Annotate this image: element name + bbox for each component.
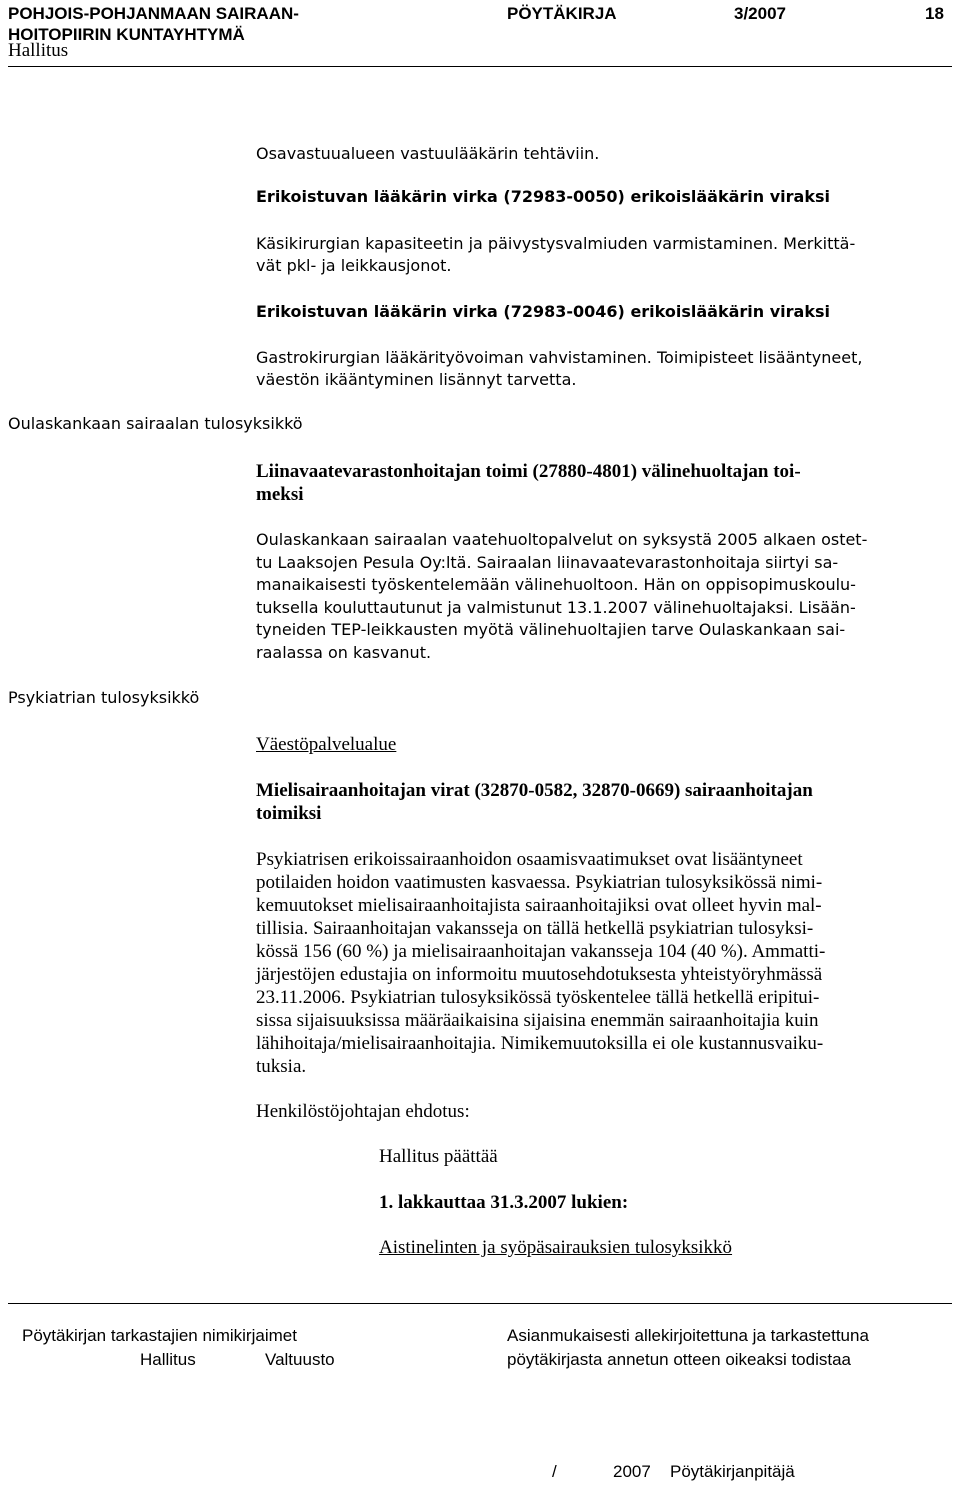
decision-intro: Hallitus päättää bbox=[379, 1146, 498, 1167]
page-number: 18 bbox=[925, 4, 944, 23]
heading-virka-0046: Erikoistuvan lääkärin virka (72983-0046) erikoislääkärin viraksi bbox=[256, 302, 830, 321]
heading-mielisairaanhoitaja: Mielisairaanhoitajan virat (32870-0582, 32870-0669) sairaanhoitajan toimiksi bbox=[256, 780, 813, 824]
document-type: PÖYTÄKIRJA bbox=[507, 4, 617, 23]
decision-unit: Aistinelinten ja syöpäsairauksien tulosyksikkö bbox=[379, 1237, 733, 1258]
footer-checker-valtuusto: Valtuusto bbox=[265, 1350, 335, 1369]
sidebar-heading-psykiatria: Psykiatrian tulosyksikkö bbox=[8, 688, 200, 707]
heading-virka-0050: Erikoistuvan lääkärin virka (72983-0050) erikoislääkärin viraksi bbox=[256, 187, 830, 206]
footer-certification-line1: Asianmukaisesti allekirjoitettuna ja tarkastettuna bbox=[507, 1326, 869, 1345]
paragraph-gastrokirurgia: Gastrokirurgian lääkärityövoiman vahvistaminen. Toimipisteet lisääntyneet, väestön ikääntyminen lisännyt tarvetta. bbox=[256, 348, 863, 389]
paragraph-psykiatria: Psykiatrisen erikoissairaanhoidon osaamisvaatimukset ovat lisääntyneet potilaiden hoidon vaatimusten kasvaessa. Psykiatrian tulosyksikössä nimi- kemuutokset mielisairaanhoitajista sairaanhoitajiksi ovat olleet hyvin mal- tillisia. Sairaanhoitajan vakansseja on tällä hetkellä psykiatrian tulosyksi- kössä 156 (60 %) ja mielisairaanhoitajan vakansseja 104 (40 %). Ammatti- järjestöjen edustajia on informoitu muutosehdotuksesta yhteistyöryhmässä 23.11.2006. Psykiatrian tulosyksikössä työskentelee tällä hetkellä eripitui- sissa sijaisuuksissa määräaikaisina sijaisina enemmän sairaanhoitajia kuin lähihoitaja/mielisairaanhoitajia. Nimikemuutoksilla ei ole kustannusvaiku- tuksia. bbox=[256, 849, 826, 1077]
header-rule bbox=[8, 66, 952, 67]
sidebar-heading-oulaskangas: Oulaskankaan sairaalan tulosyksikkö bbox=[8, 414, 303, 433]
org-name-line1: POHJOIS-POHJANMAAN SAIRAAN- bbox=[8, 4, 299, 23]
footer-date-year: 2007 bbox=[613, 1462, 651, 1481]
body-name: Hallitus bbox=[8, 40, 69, 61]
footer-checkers-label: Pöytäkirjan tarkastajien nimikirjaimet bbox=[22, 1326, 297, 1345]
footer-signer: Pöytäkirjanpitäjä bbox=[670, 1462, 795, 1481]
proposal-label: Henkilöstöjohtajan ehdotus: bbox=[256, 1101, 470, 1122]
footer-date-slash: / bbox=[552, 1462, 557, 1481]
footer-certification-line2: pöytäkirjasta annetun otteen oikeaksi todistaa bbox=[507, 1350, 852, 1369]
decision-item-1: 1. lakkauttaa 31.3.2007 lukien: bbox=[379, 1192, 629, 1213]
footer-rule bbox=[8, 1303, 952, 1304]
document-number: 3/2007 bbox=[734, 4, 786, 23]
paragraph-task: Osavastuualueen vastuulääkärin tehtäviin. bbox=[256, 144, 600, 163]
org-name-line2: HOITOPIIRIN KUNTAYHTYMÄ bbox=[8, 25, 245, 44]
paragraph-kasikirurgia: Käsikirurgian kapasiteetin ja päivystysvalmiuden varmistaminen. Merkittä- vät pkl- ja leikkausjonot. bbox=[256, 234, 856, 275]
footer-checker-hallitus: Hallitus bbox=[140, 1350, 196, 1369]
heading-liinavaate: Liinavaatevarastonhoitajan toimi (27880-4801) välinehuoltajan toi- meksi bbox=[256, 461, 801, 505]
paragraph-vaatehuolto: Oulaskankaan sairaalan vaatehuoltopalvelut on syksystä 2005 alkaen ostet- tu Laaksojen Pesula Oy:ltä. Sairaalan liinavaatevarastonhoitaja siirtyi sa- manaikaisesti työskentelemään välinehuoltoon. Hän on oppisopimuskoulu- tuksella kouluttautunut ja valmistunut 13.1.2007 välinehuoltajaksi. Lisään- tyneiden TEP-leikkausten myötä välinehuoltajien tarve Oulaskankaan sai- raalassa on kasvanut. bbox=[256, 530, 868, 662]
section-vaestopalvelualue: Väestöpalvelualue bbox=[256, 734, 397, 755]
